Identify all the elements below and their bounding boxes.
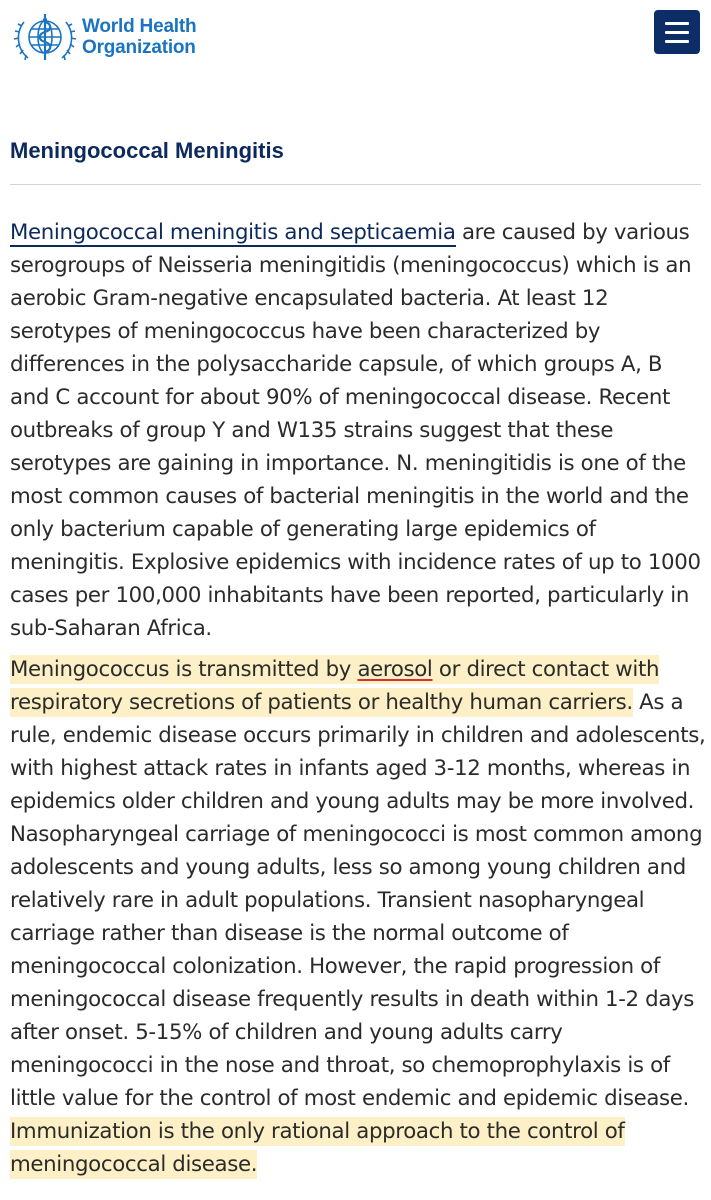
paragraph-2-text: As a rule, endemic disease occurs primarily in children and adolescents, with highest attack rates in infants aged 3-12 months, whereas in epidemics older children and young adults may be more involved. Nasopharyngeal carriage of meningococci is most common among adolescents and young adults, less so among young children and relatively rare in adult populations. Transient nasopharyngeal carriage rather than disease is the normal outcome of meningococcal colonization. However, the rapid progression of meningococcal disease frequently results in death within 1-2 days after onset. 5-15% of children and young adults carry meningococci in the nose and throat, so chemoprophylaxis is of little value for the control of most endemic and epidemic disease. bbox=[10, 690, 706, 1111]
article-body bbox=[10, 216, 706, 1181]
paragraph-1-text: are caused by various serogroups of Neisseria meningitidis (meningococcus) which is an aerobic Gram-negative encapsulated bacteria. At least 12 serotypes of meningococcus have been characterized by differences in the polysaccharide capsule, of which groups A, B and C account for about 90% of meningococcal disease. Recent outbreaks of group Y and W135 strains suggest that these serotypes are gaining in importance. N. meningitidis is one of the most common causes of bacterial meningitis in the world and the only bacterium capable of generating large epidemics of meningitis. Explosive epidemics with incidence rates of up to 1000 cases per 100,000 inhabitants have been reported, particularly in sub-Saharan Africa. bbox=[10, 220, 701, 641]
who-emblem-icon bbox=[12, 8, 78, 66]
paragraph-1 bbox=[10, 216, 706, 645]
hamburger-menu-icon-bar-2 bbox=[665, 31, 689, 34]
highlight-transmission bbox=[10, 655, 659, 717]
page-title: Meningococcal Meningitis bbox=[10, 138, 284, 163]
who-logo-link[interactable] bbox=[12, 8, 196, 66]
meningitis-septicaemia-link[interactable]: Meningococcal meningitis and septicaemia bbox=[10, 220, 456, 245]
aerosol-underlined-word: aerosol bbox=[357, 657, 433, 682]
highlight-transmission-end: or direct contact with respiratory secretions of patients or healthy human carriers. bbox=[10, 657, 660, 715]
logo-line-1: World Health bbox=[82, 16, 197, 37]
highlight-transmission-start: Meningococcus is transmitted by bbox=[10, 657, 358, 682]
hamburger-menu-icon-bar-3 bbox=[665, 40, 689, 43]
hamburger-menu-icon bbox=[665, 22, 689, 25]
logo-line-2: Organization bbox=[82, 37, 196, 58]
who-logo-text bbox=[82, 16, 196, 58]
hamburger-menu-button[interactable] bbox=[654, 10, 700, 54]
title-divider bbox=[10, 184, 701, 185]
paragraph-2 bbox=[10, 653, 706, 1181]
highlight-immunization: Immunization is the only rational approach to the control of meningococcal disease. bbox=[10, 1119, 625, 1177]
site-header bbox=[0, 0, 711, 90]
